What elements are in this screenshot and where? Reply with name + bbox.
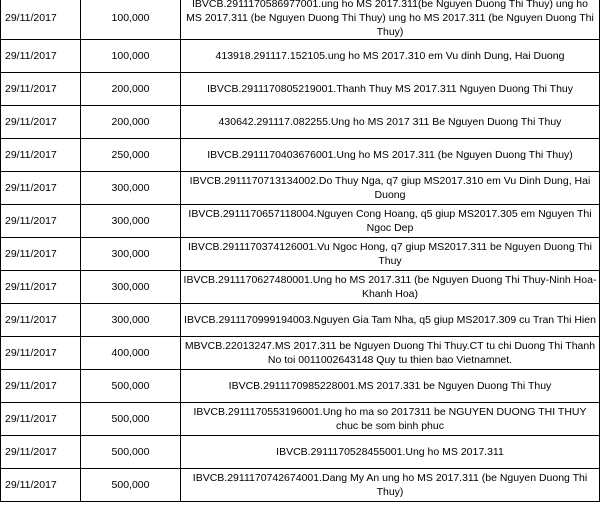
date-cell: 29/11/2017	[1, 205, 81, 238]
table-row	[1, 403, 600, 436]
description-cell: IBVCB.2911170805219001.Thanh Thuy MS 2017.311 Nguyen Duong Thi Thuy	[181, 73, 600, 106]
table-row	[1, 370, 600, 403]
table-row	[1, 205, 600, 238]
date-cell: 29/11/2017	[1, 172, 81, 205]
table-row	[1, 106, 600, 139]
table-row	[1, 139, 600, 172]
table-row	[1, 337, 600, 370]
amount-cell: 300,000	[81, 238, 181, 271]
amount-cell: 200,000	[81, 73, 181, 106]
description-cell: IBVCB.2911170374126001.Vu Ngoc Hong, q7 giup MS2017.311 be Nguyen Duong Thi Thuy	[181, 238, 600, 271]
amount-cell: 300,000	[81, 271, 181, 304]
amount-cell: 500,000	[81, 370, 181, 403]
amount-cell: 100,000	[81, 0, 181, 40]
date-cell: 29/11/2017	[1, 337, 81, 370]
table-row	[1, 304, 600, 337]
date-cell: 29/11/2017	[1, 403, 81, 436]
description-cell: IBVCB.2911170657118004.Nguyen Cong Hoang, q5 giup MS2017.305 em Nguyen Thi Ngoc Dep	[181, 205, 600, 238]
date-cell: 29/11/2017	[1, 0, 81, 40]
date-cell: 29/11/2017	[1, 436, 81, 469]
amount-cell: 200,000	[81, 106, 181, 139]
date-cell: 29/11/2017	[1, 139, 81, 172]
description-cell: IBVCB.2911170742674001.Dang My An ung ho MS 2017.311 (be Nguyen Duong Thi Thuy)	[181, 469, 600, 502]
amount-cell: 400,000	[81, 337, 181, 370]
amount-cell: 500,000	[81, 469, 181, 502]
amount-cell: 500,000	[81, 436, 181, 469]
amount-cell: 300,000	[81, 304, 181, 337]
table-row	[1, 73, 600, 106]
description-cell: IBVCB.2911170553196001.Ung ho ma so 2017311 be NGUYEN DUONG THI THUY chuc be som binh phuc	[181, 403, 600, 436]
table-row	[1, 40, 600, 73]
amount-cell: 500,000	[81, 403, 181, 436]
table-row	[1, 172, 600, 205]
date-cell: 29/11/2017	[1, 106, 81, 139]
amount-cell: 300,000	[81, 205, 181, 238]
table-row	[1, 0, 600, 40]
date-cell: 29/11/2017	[1, 304, 81, 337]
date-cell: 29/11/2017	[1, 271, 81, 304]
description-cell: IBVCB.2911170985228001.MS 2017.331 be Nguyen Duong Thi Thuy	[181, 370, 600, 403]
table-row	[1, 436, 600, 469]
description-cell: IBVCB.2911170403676001.Ung ho MS 2017.311 (be Nguyen Duong Thi Thuy)	[181, 139, 600, 172]
description-cell: 413918.291117.152105.ung ho MS 2017.310 em Vu dinh Dung, Hai Duong	[181, 40, 600, 73]
description-cell: MBVCB.22013247.MS 2017.311 be Nguyen Duong Thi Thuy.CT tu chi Duong Thi Thanh No toi 0011002643148 Quy tu thien bao Vietnamnet.	[181, 337, 600, 370]
amount-cell: 300,000	[81, 172, 181, 205]
amount-cell: 100,000	[81, 40, 181, 73]
date-cell: 29/11/2017	[1, 370, 81, 403]
date-cell: 29/11/2017	[1, 238, 81, 271]
date-cell: 29/11/2017	[1, 469, 81, 502]
description-cell: IBVCB.2911170528455001.Ung ho MS 2017.311	[181, 436, 600, 469]
table-row	[1, 469, 600, 502]
table-row	[1, 238, 600, 271]
description-cell: IBVCB.2911170586977001.ung ho MS 2017.311(be Nguyen Duong Thi Thuy) ung ho MS 2017.311 (be Nguyen Duong Thi Thuy) ung ho MS 2017.311 (be Nguyen Duong Thi Thuy)	[181, 0, 600, 40]
description-cell: IBVCB.2911170999194003.Nguyen Gia Tam Nha, q5 giup MS2017.309 cu Tran Thi Hien	[181, 304, 600, 337]
amount-cell: 250,000	[81, 139, 181, 172]
table-row	[1, 271, 600, 304]
description-cell: 430642.291117.082255.Ung ho MS 2017 311 Be Nguyen Duong Thi Thuy	[181, 106, 600, 139]
date-cell: 29/11/2017	[1, 40, 81, 73]
date-cell: 29/11/2017	[1, 73, 81, 106]
description-cell: IBVCB.2911170713134002.Do Thuy Nga, q7 giup MS2017.310 em Vu Dinh Dung, Hai Duong	[181, 172, 600, 205]
description-cell: IBVCB.2911170627480001.Ung ho MS 2017.311 (be Nguyen Duong Thi Thuy-Ninh Hoa-Khanh Hoa)	[181, 271, 600, 304]
